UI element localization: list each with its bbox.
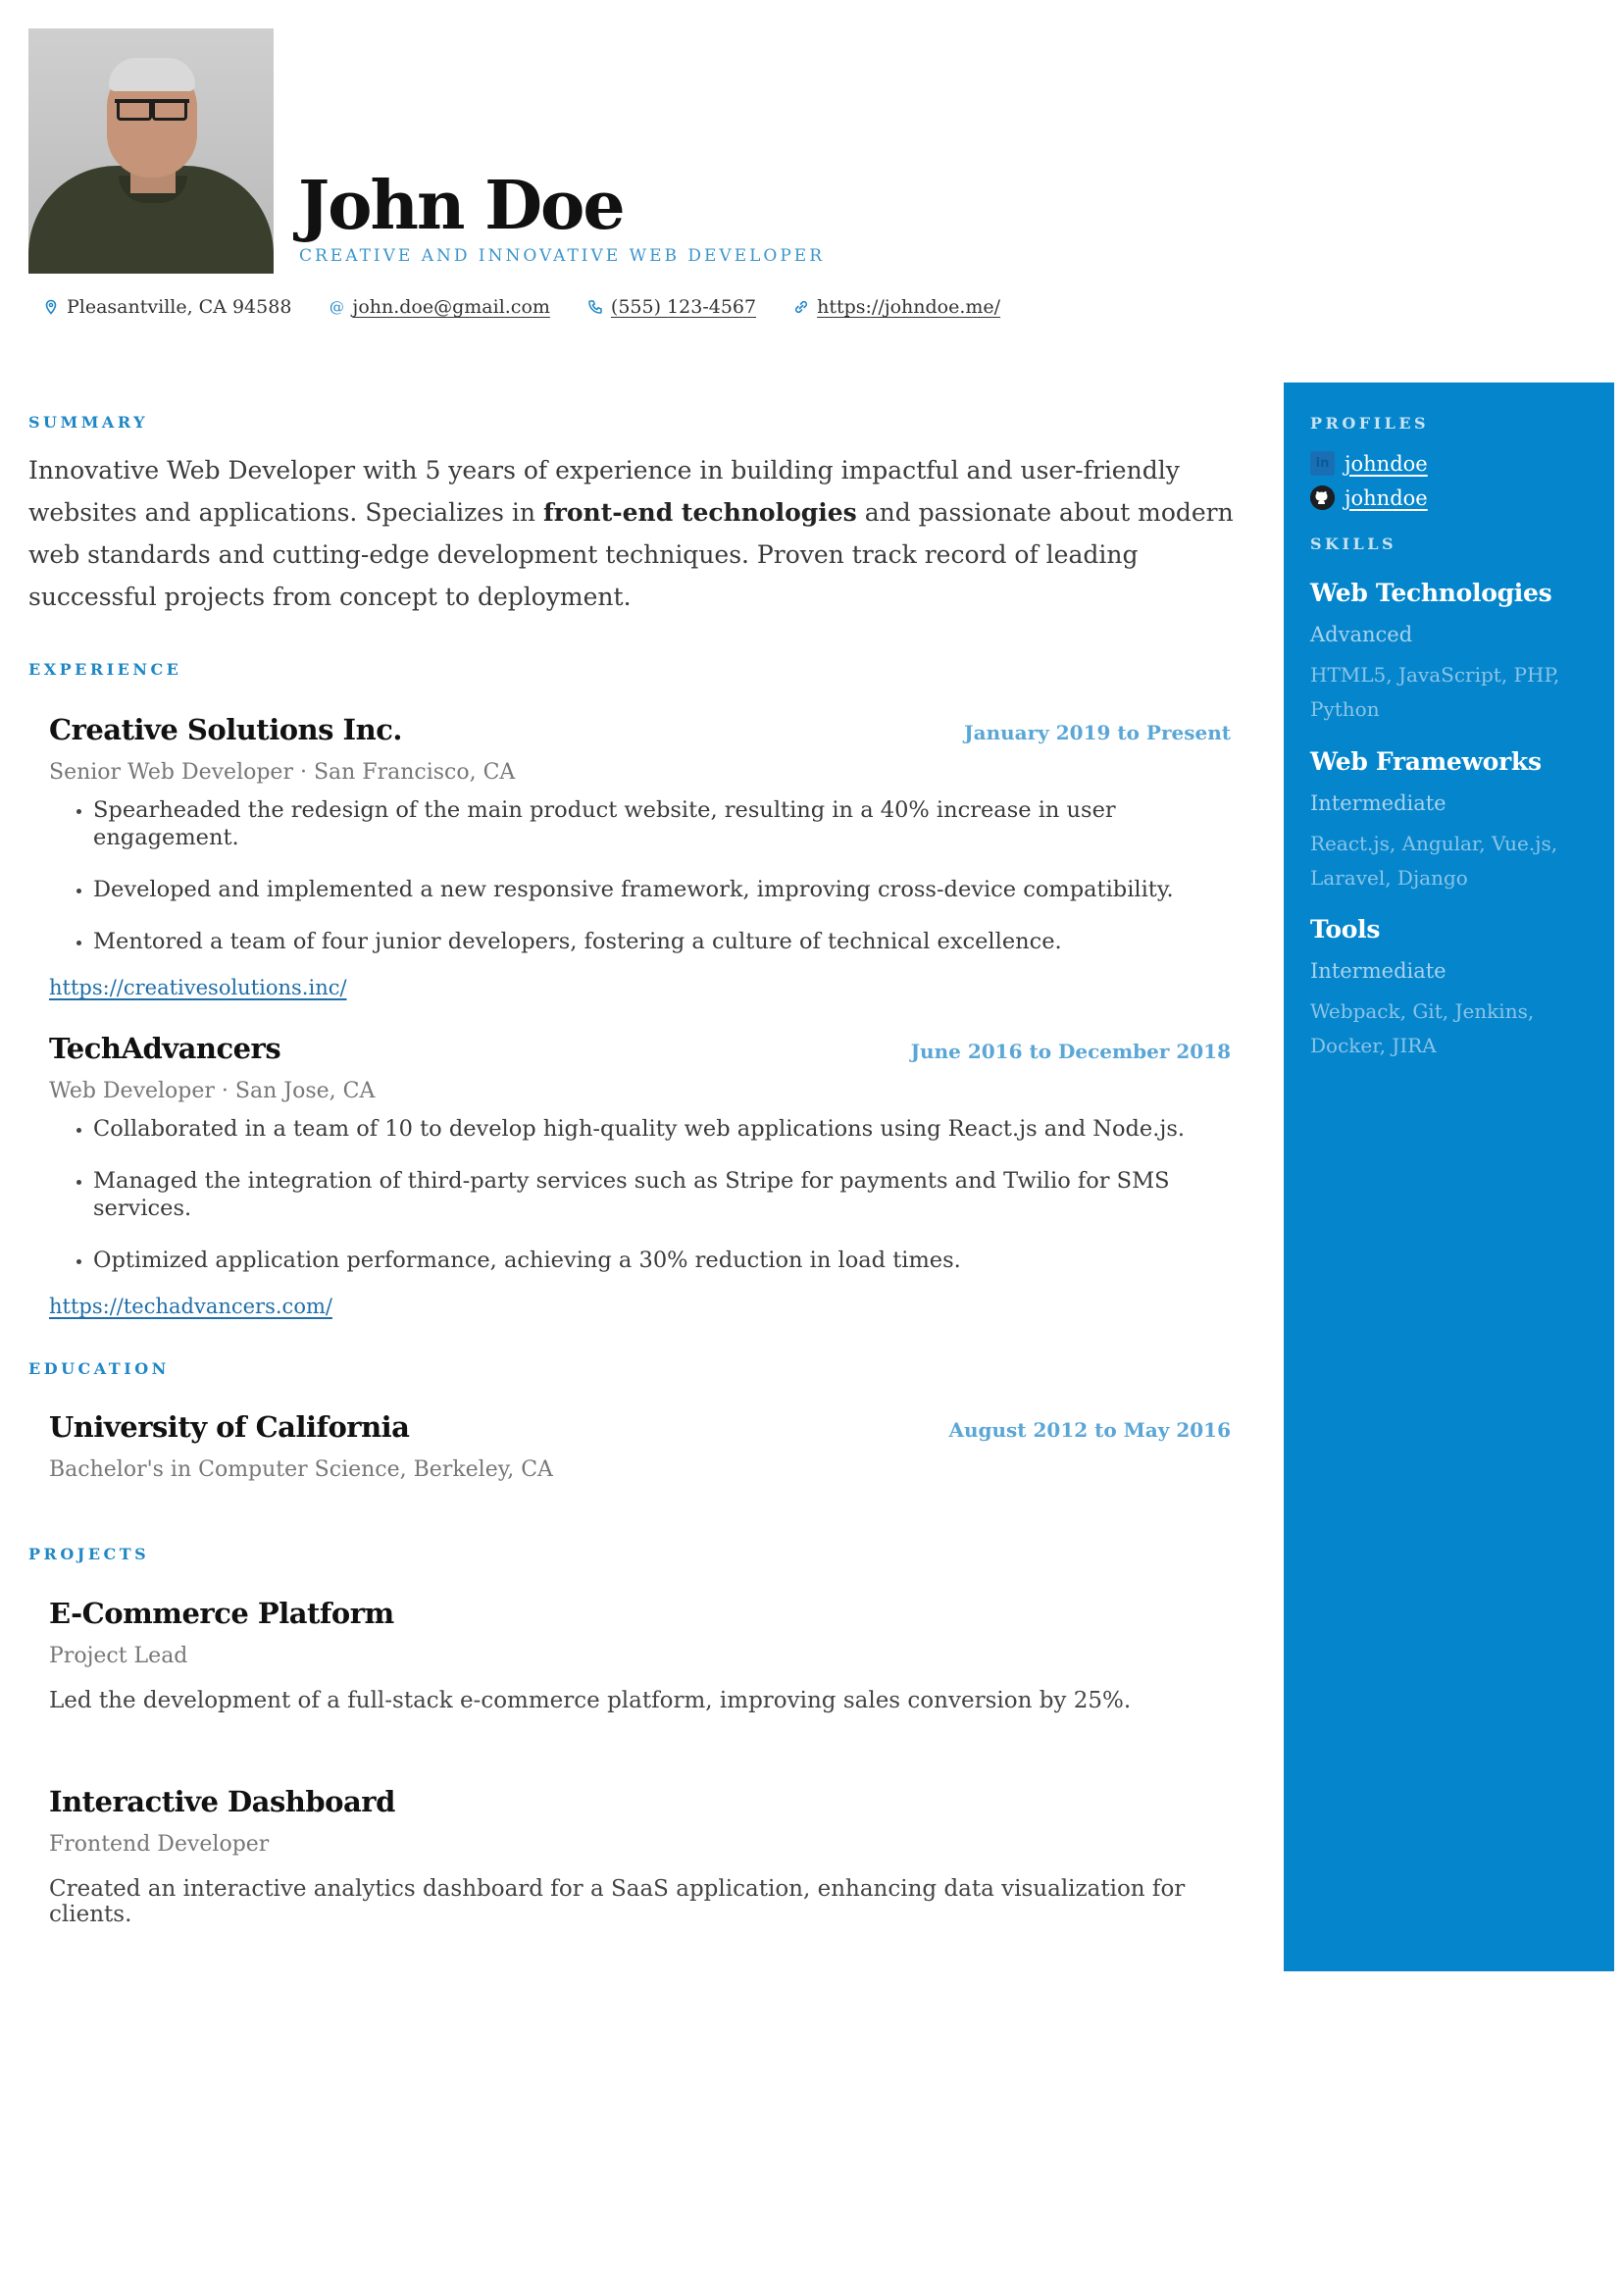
contact-phone[interactable]	[587, 296, 756, 318]
experience-item	[49, 713, 1231, 999]
degree-text: Bachelor's in Computer Science, Berkeley, CA	[49, 1457, 553, 1482]
contact-website[interactable]	[793, 296, 1000, 318]
highlights-list	[49, 796, 1231, 955]
date-range: January 2019 to Present	[964, 721, 1231, 744]
profile-github[interactable]	[1310, 485, 1428, 510]
skill-level: Intermediate	[1310, 959, 1446, 983]
project-role: Frontend Developer	[49, 1832, 270, 1857]
profile-photo	[28, 28, 274, 274]
candidate-name: John Doe	[298, 167, 624, 245]
linkedin-icon: in	[1310, 451, 1335, 476]
company-name: Creative Solutions Inc.	[49, 713, 402, 746]
contact-location	[43, 296, 291, 318]
sidebar	[1284, 382, 1614, 1971]
skill-item	[1310, 915, 1595, 1063]
highlight-item: • Managed the integration of third-party services such as Stripe for payments and Twilio for SMS services.	[93, 1167, 1231, 1222]
position-text: Senior Web Developer · San Francisco, CA	[49, 760, 516, 785]
skill-keywords: HTML5, JavaScript, PHP, Python	[1310, 663, 1560, 721]
skill-item	[1310, 747, 1595, 895]
position-text: Web Developer · San Jose, CA	[49, 1079, 376, 1103]
skill-keywords: React.js, Angular, Vue.js, Laravel, Django	[1310, 832, 1558, 890]
contact-email[interactable]	[329, 296, 550, 318]
highlight-item: • Spearheaded the redesign of the main product website, resulting in a 40% increase in user engagement.	[93, 796, 1231, 851]
github-icon	[1310, 485, 1335, 510]
skill-name: Web Frameworks	[1310, 747, 1542, 776]
highlight-item: • Collaborated in a team of 10 to develop high-quality web applications using React.js and Node.js.	[93, 1115, 1231, 1143]
company-url[interactable]: https://techadvancers.com/	[49, 1295, 332, 1318]
project-name: E-Commerce Platform	[49, 1597, 394, 1630]
map-pin-icon	[43, 299, 59, 315]
experience-item	[49, 1032, 1231, 1318]
highlights-list	[49, 1115, 1231, 1274]
project-item	[49, 1597, 1231, 1713]
projects-heading: PROJECTS	[28, 1545, 150, 1563]
summary-text	[28, 449, 1254, 618]
highlight-item: • Optimized application performance, achieving a 30% reduction in load times.	[93, 1247, 1231, 1274]
profile-handle[interactable]: johndoe	[1345, 451, 1428, 476]
project-item	[49, 1785, 1231, 1927]
summary-text-bold: front-end technologies	[542, 498, 857, 527]
skill-name: Web Technologies	[1310, 579, 1552, 607]
project-description: Led the development of a full-stack e-commerce platform, improving sales conversion by 25%.	[49, 1688, 1132, 1713]
phone-link[interactable]: (555) 123-4567	[610, 296, 757, 318]
skill-item	[1310, 579, 1595, 727]
skill-level: Intermediate	[1310, 791, 1446, 815]
education-heading: EDUCATION	[28, 1359, 170, 1378]
highlight-item: • Developed and implemented a new responsive framework, improving cross-device compatibility.	[93, 876, 1231, 903]
link-icon	[793, 299, 809, 315]
profile-handle[interactable]: johndoe	[1345, 485, 1428, 510]
contact-bar	[43, 296, 1000, 318]
profiles-heading: PROFILES	[1310, 414, 1430, 433]
summary-heading: SUMMARY	[28, 413, 149, 432]
at-sign-icon: @	[329, 298, 344, 316]
education-item	[49, 1410, 1231, 1482]
skill-level: Advanced	[1310, 623, 1413, 646]
skill-keywords: Webpack, Git, Jenkins, Docker, JIRA	[1310, 999, 1535, 1057]
experience-heading: EXPERIENCE	[28, 660, 182, 679]
skills-heading: SKILLS	[1310, 535, 1396, 553]
highlight-item: • Mentored a team of four junior developers, fostering a culture of technical excellence.	[93, 928, 1231, 955]
email-link[interactable]: john.doe@gmail.com	[352, 296, 550, 318]
project-role: Project Lead	[49, 1644, 188, 1668]
skill-name: Tools	[1310, 915, 1381, 943]
phone-icon	[587, 299, 603, 315]
project-description: Created an interactive analytics dashboard for a SaaS application, enhancing data visualization for clients.	[49, 1876, 1186, 1927]
date-range: August 2012 to May 2016	[948, 1418, 1231, 1442]
company-url[interactable]: https://creativesolutions.inc/	[49, 976, 347, 999]
location-text: Pleasantville, CA 94588	[67, 296, 292, 318]
website-link[interactable]: https://johndoe.me/	[817, 296, 1001, 318]
summary-text-1: Innovative Web Developer with 5 years of experience in building impactful and user-friendly websites and applications. Specializes in	[28, 456, 1180, 527]
company-name: TechAdvancers	[49, 1032, 281, 1065]
institution-name: University of California	[49, 1410, 410, 1444]
project-name: Interactive Dashboard	[49, 1785, 395, 1818]
candidate-headline: CREATIVE AND INNOVATIVE WEB DEVELOPER	[299, 246, 825, 266]
date-range: June 2016 to December 2018	[910, 1040, 1231, 1063]
profile-linkedin[interactable]	[1310, 451, 1428, 476]
summary-text-2: and passionate about modern web standards and cutting-edge development techniques. Proven track record of leading successful projects from concept to deployment.	[28, 498, 1234, 611]
